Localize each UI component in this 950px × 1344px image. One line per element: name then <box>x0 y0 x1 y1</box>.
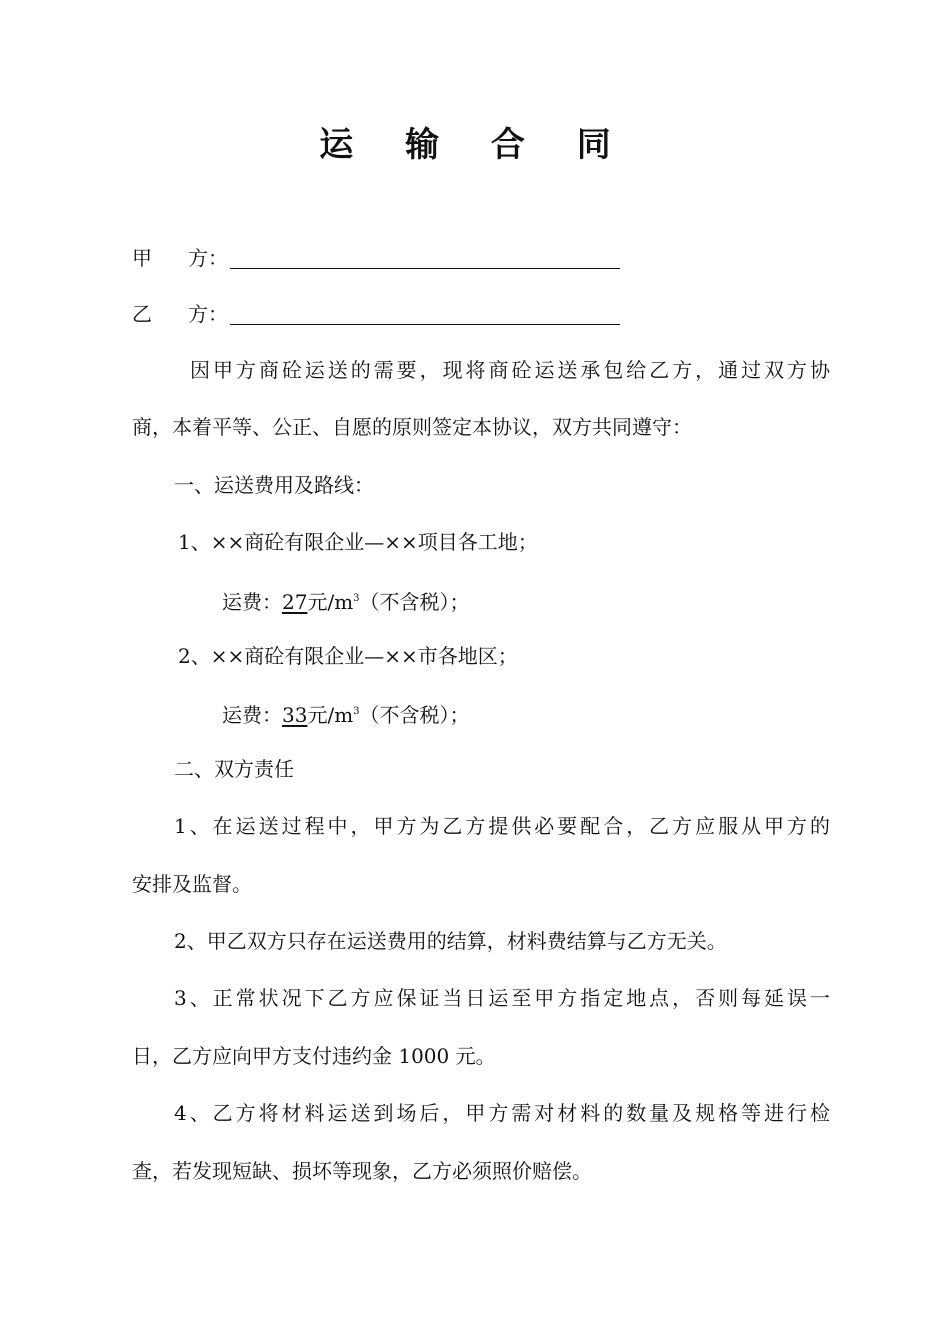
route-1: 1、××商砼有限企业—××项目各工地； <box>178 530 538 554</box>
clause-4-line-1: 4、乙方将材料运送到场后，甲方需对材料的数量及规格等进行检 <box>174 1101 830 1125</box>
party-a-char: 甲 <box>132 246 152 270</box>
party-a-row <box>132 243 832 273</box>
party-a-colon: 方： <box>188 246 228 270</box>
fee-1-unit: 元/m <box>307 590 354 614</box>
fee-1-suffix: （不含税）； <box>359 590 470 614</box>
section-1-heading: 一、运送费用及路线： <box>174 473 374 497</box>
clause-2: 2、甲乙双方只存在运送费用的结算，材料费结算与乙方无关。 <box>174 929 727 953</box>
party-a-label <box>132 243 232 273</box>
page-title: 运 输 合 同 <box>319 125 631 165</box>
fee-1-sup: 3 <box>353 593 360 604</box>
party-a-blank <box>230 246 620 269</box>
fee-2-suffix: （不含税）； <box>359 703 470 727</box>
fee-1-amount: 27 <box>282 590 308 614</box>
clause-3-line-2: 日，乙方应向甲方支付违约金 1000 元。 <box>132 1044 496 1068</box>
intro-paragraph-line-2: 商，本着平等、公正、自愿的原则签定本协议，双方共同遵守： <box>132 415 692 439</box>
section-2-heading: 二、双方责任 <box>174 757 294 781</box>
fee-2 <box>222 697 922 730</box>
fee-2-sup: 3 <box>353 706 360 717</box>
clause-3-line-1: 3、正常状况下乙方应保证当日运至甲方指定地点，否则每延误一 <box>174 986 830 1010</box>
party-b-blank <box>230 302 620 325</box>
fee-1 <box>222 584 922 617</box>
fee-2-unit: 元/m <box>307 703 354 727</box>
party-b-colon: 方： <box>188 302 228 326</box>
clause-4-line-2: 查，若发现短缺、损坏等现象，乙方必须照价赔偿。 <box>132 1159 592 1183</box>
party-b-label <box>132 299 232 329</box>
fee-2-prefix: 运费： <box>222 703 282 727</box>
fee-2-amount: 33 <box>282 703 308 727</box>
fee-1-prefix: 运费： <box>222 590 282 614</box>
route-2: 2、××商砼有限企业—××市各地区； <box>178 644 518 668</box>
party-b-row <box>132 299 832 329</box>
clause-1-line-1: 1、在运送过程中，甲方为乙方提供必要配合，乙方应服从甲方的 <box>174 814 830 838</box>
clause-1-line-2: 安排及监督。 <box>132 872 252 896</box>
party-b-char: 乙 <box>132 302 152 326</box>
intro-paragraph-line-1: 因甲方商砼运送的需要，现将商砼运送承包给乙方，通过双方协 <box>190 358 830 382</box>
